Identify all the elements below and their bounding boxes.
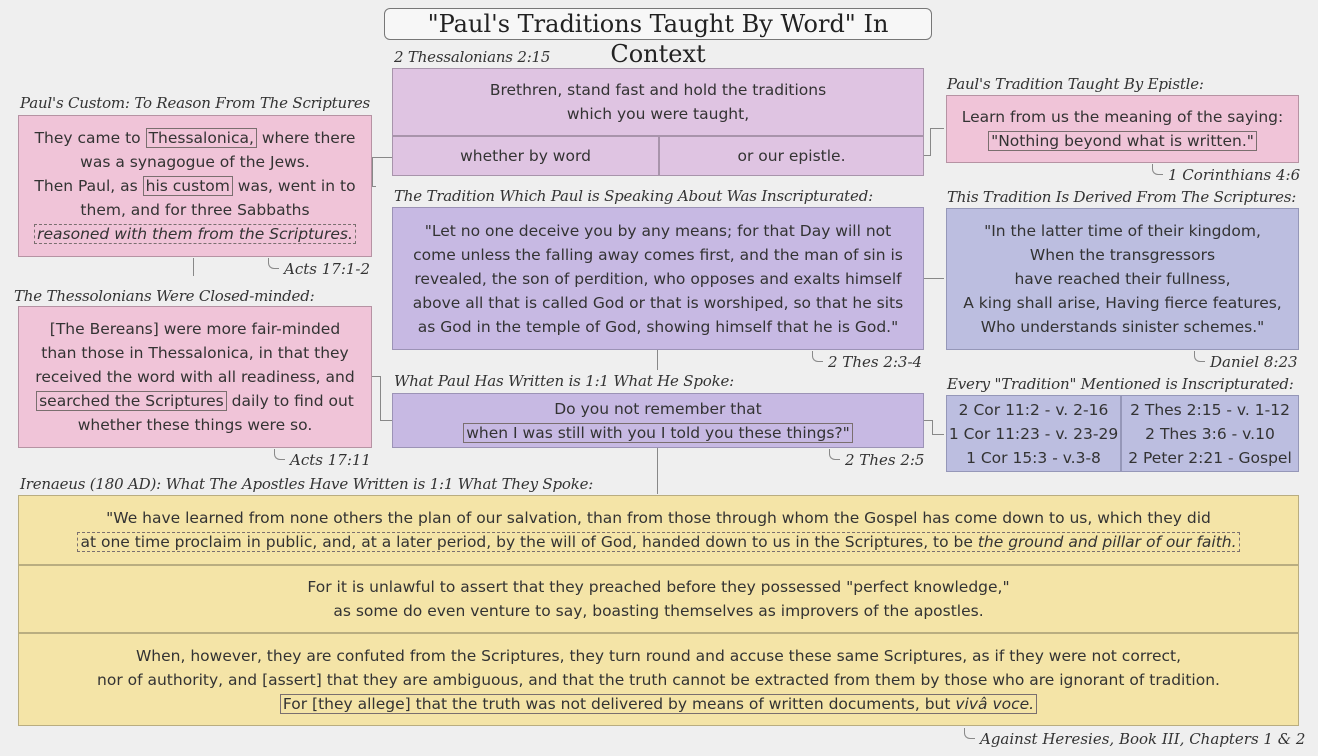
every-left-box [946, 395, 1121, 472]
text: the ground and pillar of our faith. [977, 533, 1237, 551]
irenaeus-box-1 [18, 495, 1299, 565]
connector [930, 128, 931, 156]
page-title: "Paul's Traditions Taught By Word" In Context [384, 8, 932, 40]
epistle-citation: 1 Corinthians 4:6 [1168, 166, 1301, 184]
verse-line [35, 126, 356, 150]
thess-2-15-box [392, 68, 924, 136]
text: vivâ voce. [955, 694, 1035, 713]
verse-line: "Let no one deceive you by any means; for that Day will not [424, 221, 892, 240]
verse-line: above all that is called God or that is worshiped, so that he sits [412, 293, 904, 312]
reference-line: 2 Thes 3:6 - v.10 [1145, 424, 1275, 443]
verse-line: which you were taught, [566, 105, 750, 123]
verse-line: received the word with all readiness, and [35, 368, 355, 386]
highlight-ground-pillar [77, 532, 1239, 552]
inscripturated-label: The Tradition Which Paul is Speaking About Was Inscripturated: [394, 187, 873, 205]
closed-box [18, 306, 372, 448]
verse-line [36, 389, 354, 413]
by-word-box [392, 136, 659, 176]
thess-2-15-label: 2 Thessalonians 2:15 [394, 48, 551, 66]
irenaeus-citation: Against Heresies, Book III, Chapters 1 & 2 [980, 730, 1306, 748]
connector [372, 376, 380, 377]
connector [380, 420, 392, 421]
highlight-told-you: when I was still with you I told you these things?" [463, 423, 853, 443]
custom-box [18, 115, 372, 257]
verse-line [988, 129, 1257, 153]
highlight-nothing-beyond: "Nothing beyond what is written." [988, 131, 1257, 151]
derived-label: This Tradition Is Derived From The Scriptures: [947, 188, 1297, 206]
text: daily to find out [226, 392, 354, 410]
reference-line: 2 Peter 2:21 - Gospel [1128, 448, 1292, 467]
quote-line: as some do even venture to say, boasting themselves as improvers of the apostles. [333, 602, 984, 620]
verse-line: Brethren, stand fast and hold the traditions [489, 81, 827, 99]
verse-line: than those in Thessalonica, in that they [41, 344, 349, 362]
by-epistle-box [659, 136, 924, 176]
highlight-reasoned: reasoned with them from the Scriptures. [34, 224, 356, 244]
text: They came to [34, 129, 146, 147]
text: For [they allege] that the truth was not delivered by means of written documents, but [282, 694, 956, 713]
quote-line: When, however, they are confuted from the Scriptures, they turn round and accuse these same Scriptures, as if they were not correct, [135, 646, 1182, 665]
verse-line: A king shall arise, Having fierce features, [963, 294, 1282, 312]
text: Then Paul, as [34, 177, 143, 195]
connector [380, 376, 381, 420]
custom-label: Paul's Custom: To Reason From The Scriptures [20, 94, 371, 112]
verse-line [34, 174, 355, 198]
verse-line: whether these things were so. [77, 416, 313, 434]
verse-line: come unless the falling away comes first, and the man of sin is [413, 245, 903, 264]
spoke-citation: 2 Thes 2:5 [845, 451, 925, 469]
verse-line: was a synagogue of the Jews. [80, 153, 310, 171]
irenaeus-box-2 [18, 565, 1299, 633]
verse-line [34, 222, 356, 246]
epistle-box [946, 95, 1299, 163]
verse-line [463, 421, 853, 445]
verse-line: Do you not remember that [554, 399, 762, 418]
verse-line: "In the latter time of their kingdom, [984, 222, 1261, 240]
reference-line: 1 Cor 15:3 - v.3-8 [966, 448, 1101, 467]
derived-citation: Daniel 8:23 [1210, 353, 1298, 371]
every-label: Every "Tradition" Mentioned is Inscripturated: [947, 375, 1294, 393]
irenaeus-label: Irenaeus (180 AD): What The Apostles Have Written is 1:1 What They Spoke: [20, 475, 594, 493]
verse-line: Learn from us the meaning of the saying: [961, 108, 1284, 126]
reference-line: 1 Cor 11:23 - v. 23-29 [948, 424, 1119, 443]
connector [924, 278, 944, 279]
connector [924, 420, 932, 421]
connector [372, 157, 392, 158]
inscripturated-citation: 2 Thes 2:3-4 [828, 353, 923, 371]
irenaeus-box-3 [18, 633, 1299, 726]
quote-line [77, 530, 1239, 554]
verse-line: Who understands sinister schemes." [980, 318, 1265, 336]
verse-line: have reached their fullness, [1014, 270, 1231, 288]
spoke-label: What Paul Has Written is 1:1 What He Spoke: [394, 372, 735, 390]
custom-citation: Acts 17:1-2 [284, 260, 371, 278]
connector [924, 155, 931, 156]
verse-line: revealed, the son of perdition, who opposes and exalts himself [414, 269, 902, 288]
highlight-searched: searched the Scriptures [36, 391, 227, 411]
quote-line: "We have learned from none others the plan of our salvation, than from those through whom the Gospel has come down to us, which they did [106, 509, 1211, 527]
spoke-box [392, 393, 924, 448]
highlight-his-custom: his custom [143, 176, 233, 196]
inscripturated-box [392, 207, 924, 350]
connector [932, 420, 933, 434]
epistle-label: Paul's Tradition Taught By Epistle: [947, 75, 1204, 93]
connector [657, 448, 658, 494]
text: was, went in to [232, 177, 356, 195]
quote-line: nor of authority, and [assert] that they are ambiguous, and that the truth cannot be extracted from them by those who are ignorant of tradition. [97, 670, 1220, 689]
connector [372, 157, 373, 187]
connector [930, 128, 944, 129]
connector [932, 434, 944, 435]
quote-line [280, 692, 1037, 716]
quote-line: For it is unlawful to assert that they preached before they possessed "perfect knowledge," [307, 578, 1010, 596]
highlight-viva-voce [280, 694, 1037, 714]
highlight-thessalonica: Thessalonica, [146, 128, 257, 148]
every-right-box [1121, 395, 1299, 472]
verse-line: them, and for three Sabbaths [80, 201, 310, 219]
verse-line: [The Bereans] were more fair-minded [49, 320, 341, 338]
closed-citation: Acts 17:11 [290, 451, 371, 469]
connector [372, 186, 376, 187]
by-epistle-text: or our epistle. [737, 147, 846, 165]
connector [657, 350, 658, 370]
verse-line: When the transgressors [1029, 246, 1216, 264]
reference-line: 2 Cor 11:2 - v. 2-16 [958, 400, 1109, 419]
text: at one time proclaim in public, and, at a later period, by the will of God, handed down to us in the Scriptures, to be [80, 533, 978, 551]
reference-line: 2 Thes 2:15 - v. 1-12 [1130, 400, 1290, 419]
closed-label: The Thessolonians Were Closed-minded: [14, 287, 315, 305]
by-word-text: whether by word [460, 147, 591, 165]
verse-line: as God in the temple of God, showing himself that he is God." [417, 317, 899, 336]
derived-box [946, 208, 1299, 350]
text: where there [256, 129, 356, 147]
connector [193, 258, 194, 276]
